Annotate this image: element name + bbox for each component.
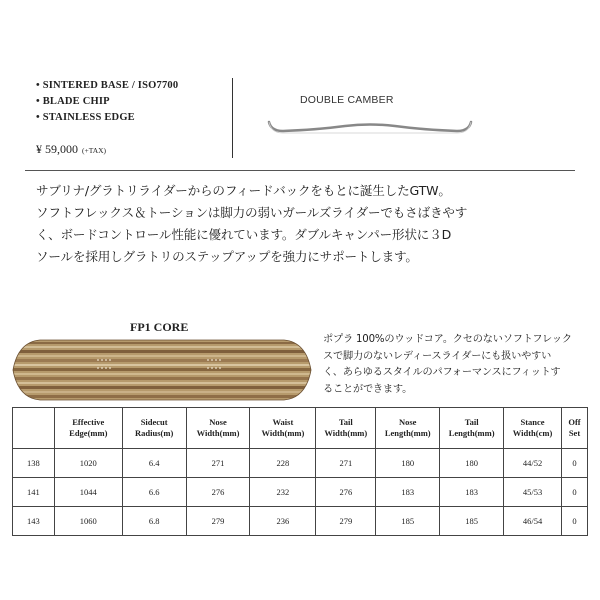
core-description — [323, 332, 583, 398]
core-title: FP1 CORE — [130, 320, 189, 334]
header-cell — [13, 408, 55, 449]
price-tax: (+TAX) — [82, 146, 107, 155]
table-cell: 228 — [250, 449, 316, 478]
product-description — [36, 180, 576, 268]
description-line: ソールを採用しグラトリのステップアップを強力にサポートします。 — [36, 249, 418, 264]
core-description-line: ることができます。 — [323, 383, 413, 395]
table-cell: 236 — [250, 507, 316, 536]
table-row — [13, 478, 588, 507]
header-cell: Tail Width(mm) — [316, 408, 376, 449]
header-cell: Nose Length(mm) — [376, 408, 440, 449]
table-cell: 6.8 — [122, 507, 186, 536]
table-cell: 271 — [316, 449, 376, 478]
feature-item: • BLADE CHIP — [36, 96, 110, 107]
header-cell: Off Set — [562, 408, 588, 449]
table-cell: 180 — [440, 449, 504, 478]
table-cell: 45/53 — [504, 478, 562, 507]
horizontal-divider — [25, 170, 575, 171]
table-cell: 185 — [440, 507, 504, 536]
core-description-line: く、あらゆるスタイルのパフォーマンスにフィットす — [323, 367, 561, 378]
table-cell: 143 — [13, 507, 55, 536]
table-header-row — [13, 408, 588, 449]
price-amount: ¥ 59,000 — [36, 142, 78, 156]
description-line: く、ボードコントロール性能に優れています。ダブルキャンパー形状に３D — [36, 227, 452, 242]
table-cell: 276 — [316, 478, 376, 507]
feature-item: • STAINLESS EDGE — [36, 112, 135, 123]
core-description-line: ポプラ 100%のウッドコア。クセのないソフトフレック — [323, 334, 572, 345]
header-cell: Waist Width(mm) — [250, 408, 316, 449]
header-cell: Tail Length(mm) — [440, 408, 504, 449]
description-line: ソフトフレックス＆トーションは脚力の弱いガールズライダーでもさばきやす — [36, 205, 468, 220]
table-row — [13, 449, 588, 478]
header-cell: Stance Width(cm) — [504, 408, 562, 449]
table-cell: 6.4 — [122, 449, 186, 478]
board-core-image — [12, 338, 312, 402]
table-cell: 232 — [250, 478, 316, 507]
camber-line — [269, 122, 471, 131]
table-cell: 1060 — [54, 507, 122, 536]
table-cell: 185 — [376, 507, 440, 536]
feature-list — [36, 78, 178, 126]
table-cell: 276 — [186, 478, 250, 507]
table-cell: 279 — [316, 507, 376, 536]
core-description-line: スで脚力のないレディースライダーにも扱いやすい — [323, 350, 552, 362]
table-cell: 0 — [562, 478, 588, 507]
description-line: サブリナ/グラトリライダーからのフィードバックをもとに誕生したGTW。 — [36, 183, 451, 198]
table-cell: 0 — [562, 449, 588, 478]
spec-table — [12, 407, 588, 536]
table-cell: 1020 — [54, 449, 122, 478]
table-cell: 1044 — [54, 478, 122, 507]
price — [36, 142, 106, 157]
table-row — [13, 507, 588, 536]
table-cell: 141 — [13, 478, 55, 507]
table-cell: 180 — [376, 449, 440, 478]
table-cell: 46/54 — [504, 507, 562, 536]
feature-item: • SINTERED BASE / ISO7700 — [36, 80, 179, 91]
spec-table-header — [13, 408, 588, 449]
table-cell: 183 — [376, 478, 440, 507]
camber-title: DOUBLE CAMBER — [300, 94, 394, 106]
vertical-divider — [232, 78, 233, 158]
table-cell: 0 — [562, 507, 588, 536]
table-cell: 183 — [440, 478, 504, 507]
table-cell: 279 — [186, 507, 250, 536]
table-cell: 44/52 — [504, 449, 562, 478]
camber-profile-diagram — [265, 110, 475, 140]
table-cell: 138 — [13, 449, 55, 478]
header-cell: Sidecut Radius(m) — [122, 408, 186, 449]
table-cell: 271 — [186, 449, 250, 478]
table-cell: 6.6 — [122, 478, 186, 507]
header-cell: Nose Width(mm) — [186, 408, 250, 449]
header-cell: Effective Edge(mm) — [54, 408, 122, 449]
